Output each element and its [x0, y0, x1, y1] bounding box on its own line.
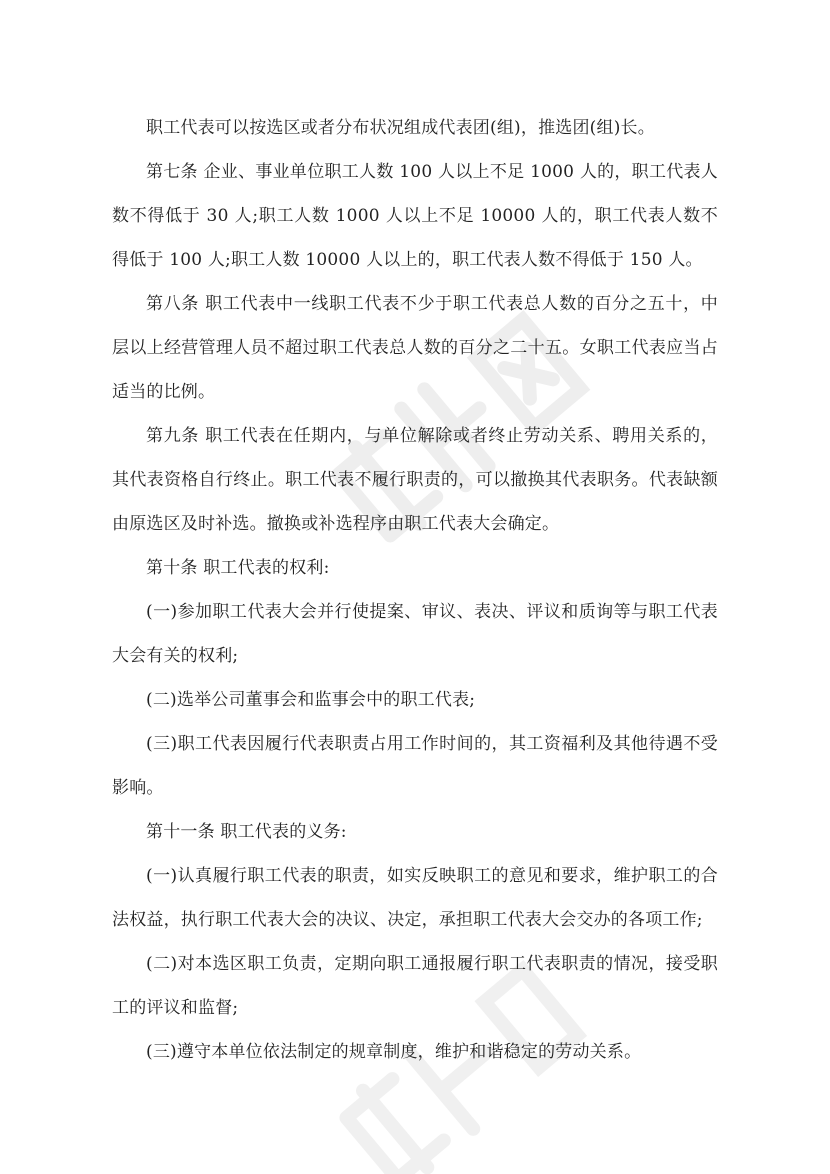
paragraph-article-11-item-2: (二)对本选区职工负责，定期向职工通报履行职工代表职责的情况，接受职工的评议和监督;: [112, 954, 718, 1018]
paragraph-article-11-item-3: (三)遵守本单位依法制定的规章制度，维护和谐稳定的劳动关系。: [146, 1042, 642, 1062]
paragraph-delegation-groups: 职工代表可以按选区或者分布状况组成代表团(组)，推选团(组)长。: [146, 118, 655, 138]
paragraph-article-10-item-2: (二)选举公司董事会和监事会中的职工代表;: [146, 690, 476, 710]
document-body: [112, 106, 718, 1074]
paragraph-article-10-heading: 第十条 职工代表的权利:: [146, 558, 330, 578]
paragraph-article-10-item-3: (三)职工代表因履行代表职责占用工作时间的，其工资福利及其他待遇不受影响。: [112, 734, 718, 798]
paragraph-article-10-item-1: (一)参加职工代表大会并行使提案、审议、表决、评议和质询等与职工代表大会有关的权利;: [112, 602, 718, 666]
paragraph-article-7: 第七条 企业、事业单位职工人数 100 人以上不足 1000 人的，职工代表人数不得低于 30 人;职工人数 1000 人以上不足 10000 人的，职工代表人数不得低于 100 人;职工人数 10000 人以上的，职工代表人数不得低于 150 人。: [112, 162, 718, 270]
paragraph-article-11-heading: 第十一条 职工代表的义务:: [146, 822, 347, 842]
paragraph-article-8: 第八条 职工代表中一线职工代表不少于职工代表总人数的百分之五十，中层以上经营管理人员不超过职工代表总人数的百分之二十五。女职工代表应当占适当的比例。: [112, 294, 718, 402]
paragraph-article-11-item-1: (一)认真履行职工代表的职责，如实反映职工的意见和要求，维护职工的合法权益，执行职工代表大会的决议、决定，承担职工代表大会交办的各项工作;: [112, 866, 718, 930]
paragraph-article-9: 第九条 职工代表在任期内，与单位解除或者终止劳动关系、聘用关系的，其代表资格自行终止。职工代表不履行职责的，可以撤换其代表职务。代表缺额由原选区及时补选。撤换或补选程序由职工代表大会确定。: [112, 426, 718, 534]
